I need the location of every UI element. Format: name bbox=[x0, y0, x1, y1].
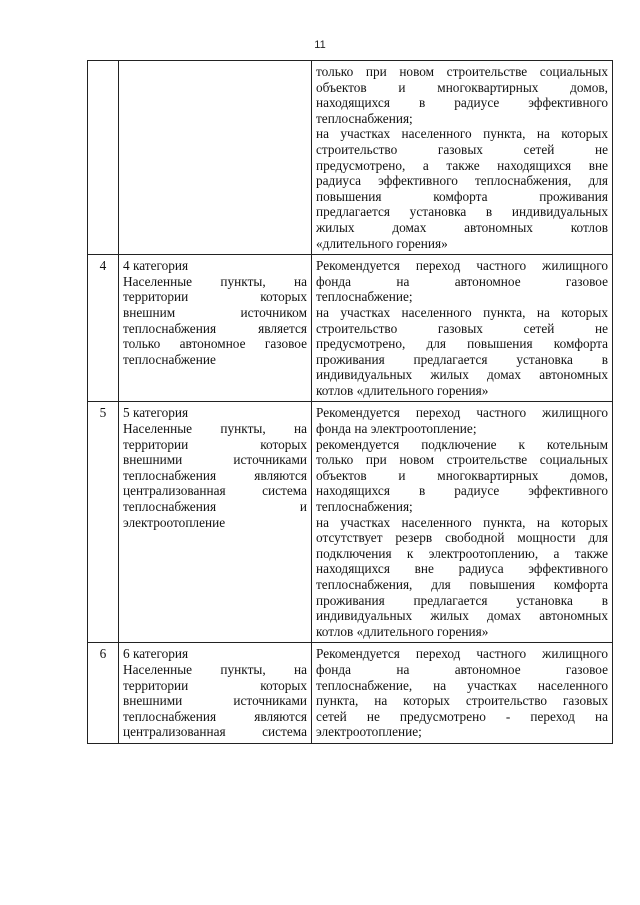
page-number: 11 bbox=[314, 39, 326, 51]
recommendation-line: Рекомендуется переход частного жилищного bbox=[316, 405, 608, 421]
category-title: 5 категория bbox=[123, 405, 189, 421]
recommendation-line: электроотопление; bbox=[316, 724, 422, 740]
recommendation-line: строительство газовых сетей не bbox=[316, 320, 608, 336]
category-description-line: территории которых bbox=[123, 436, 307, 452]
recommendation-line: теплоснабжения; bbox=[316, 499, 413, 515]
row-number-cell: 6 bbox=[88, 643, 119, 744]
recommendation-line: фонда на автономное газовое bbox=[316, 661, 608, 677]
recommendation-line: предусмотрено, а также находящихся вне bbox=[316, 157, 608, 173]
recommendation-line: котлов «длительного горения» bbox=[316, 623, 489, 639]
category-description-line: теплоснабжения и bbox=[123, 499, 307, 515]
category-description-line: централизованная система bbox=[123, 724, 307, 740]
category-description-line: только автономное газовое bbox=[123, 336, 307, 352]
category-description-line: централизованная система bbox=[123, 483, 307, 499]
recommendation-line: теплоснабжения, для повышения комфорта bbox=[316, 577, 608, 592]
category-description-line: теплоснабжение bbox=[123, 351, 216, 367]
recommendation-line: теплоснабжение, на участках населенного bbox=[316, 677, 608, 693]
recommendation-line: индивидуальных жилых домах автономных bbox=[316, 367, 608, 383]
recommendation-line: на участках населенного пункта, на которых bbox=[316, 514, 608, 530]
recommendation-cell bbox=[312, 61, 613, 255]
category-cell bbox=[119, 61, 312, 255]
recommendation-line: повышения комфорта проживания bbox=[316, 188, 608, 204]
row-number-cell bbox=[88, 61, 119, 255]
recommendation-line: предлагается установка в индивидуальных bbox=[316, 204, 608, 220]
recommendation-line: Рекомендуется переход частного жилищного bbox=[316, 646, 608, 662]
table-row bbox=[88, 643, 613, 744]
table-row bbox=[88, 402, 613, 643]
recommendation-line: предусмотрено, для повышения комфорта bbox=[316, 336, 608, 352]
recommendation-line: находящихся вне радиуса эффективного bbox=[316, 561, 608, 577]
recommendation-line: фонда на электроотопление; bbox=[316, 421, 477, 437]
recommendation-line: теплоснабжение; bbox=[316, 289, 413, 305]
recommendation-cell bbox=[312, 402, 613, 643]
recommendation-line: объектов и многоквартирных домов, bbox=[316, 79, 608, 95]
recommendation-cell bbox=[312, 255, 613, 402]
table-row bbox=[88, 61, 613, 255]
recommendation-cell bbox=[312, 643, 613, 744]
category-description-line: внешними источниками bbox=[123, 452, 307, 468]
category-description-line: теплоснабжения являются bbox=[123, 467, 307, 483]
recommendation-line: на участках населенного пункта, на которых bbox=[316, 304, 608, 320]
category-description-line: электроотопление bbox=[123, 514, 226, 530]
recommendation-line: на участках населенного пункта, на которых bbox=[316, 126, 608, 142]
category-cell bbox=[119, 255, 312, 402]
category-description-line: Населенные пункты, на bbox=[123, 273, 307, 289]
category-cell bbox=[119, 402, 312, 643]
recommendation-line: отсутствует резерв свободной мощности для bbox=[316, 530, 608, 546]
table-row bbox=[88, 255, 613, 402]
category-description-line: внешними источниками bbox=[123, 693, 307, 709]
recommendation-line: находящихся в радиусе эффективного bbox=[316, 95, 608, 111]
recommendation-line: находящихся в радиусе эффективного bbox=[316, 483, 608, 499]
recommendation-line: котлов «длительного горения» bbox=[316, 382, 489, 398]
recommendation-line: проживания предлагается установка в bbox=[316, 592, 608, 608]
recommendation-line: пункта, на которых строительство газовых bbox=[316, 693, 608, 709]
recommendation-line: сетей не предусмотрено - переход на bbox=[316, 708, 608, 724]
category-description-line: теплоснабжения является bbox=[123, 320, 307, 336]
category-description-line: Населенные пункты, на bbox=[123, 661, 307, 677]
category-cell bbox=[119, 643, 312, 744]
category-title: 4 категория bbox=[123, 258, 189, 274]
recommendation-line: рекомендуется подключение к котельным bbox=[316, 436, 608, 452]
recommendation-line: индивидуальных жилых домах автономных bbox=[316, 608, 608, 624]
recommendation-line: фонда на автономное газовое bbox=[316, 273, 608, 289]
recommendation-line: радиуса эффективного теплоснабжения, для bbox=[316, 173, 608, 189]
category-description-line: теплоснабжения являются bbox=[123, 708, 307, 724]
recommendation-line: объектов и многоквартирных домов, bbox=[316, 467, 608, 483]
recommendation-line: строительство газовых сетей не bbox=[316, 141, 608, 157]
recommendation-line: Рекомендуется переход частного жилищного bbox=[316, 258, 608, 274]
recommendation-line: жилых домах автономных котлов bbox=[316, 219, 608, 235]
category-description-line: территории которых bbox=[123, 289, 307, 305]
table-body bbox=[88, 61, 613, 744]
recommendation-line: только при новом строительстве социальных bbox=[316, 64, 608, 79]
category-description-line: внешним источником bbox=[123, 304, 307, 320]
recommendation-line: проживания предлагается установка в bbox=[316, 351, 608, 367]
recommendation-line: теплоснабжения; bbox=[316, 110, 413, 126]
row-number-cell: 4 bbox=[88, 255, 119, 402]
category-title: 6 категория bbox=[123, 646, 189, 662]
row-number-cell: 5 bbox=[88, 402, 119, 643]
recommendation-line: подключения к электроотоплению, а также bbox=[316, 545, 608, 561]
category-description-line: территории которых bbox=[123, 677, 307, 693]
category-description-line: Населенные пункты, на bbox=[123, 421, 307, 437]
heat-supply-category-table bbox=[87, 60, 613, 744]
recommendation-line: только при новом строительстве социальных bbox=[316, 452, 608, 468]
recommendation-line: «длительного горения» bbox=[316, 235, 448, 251]
